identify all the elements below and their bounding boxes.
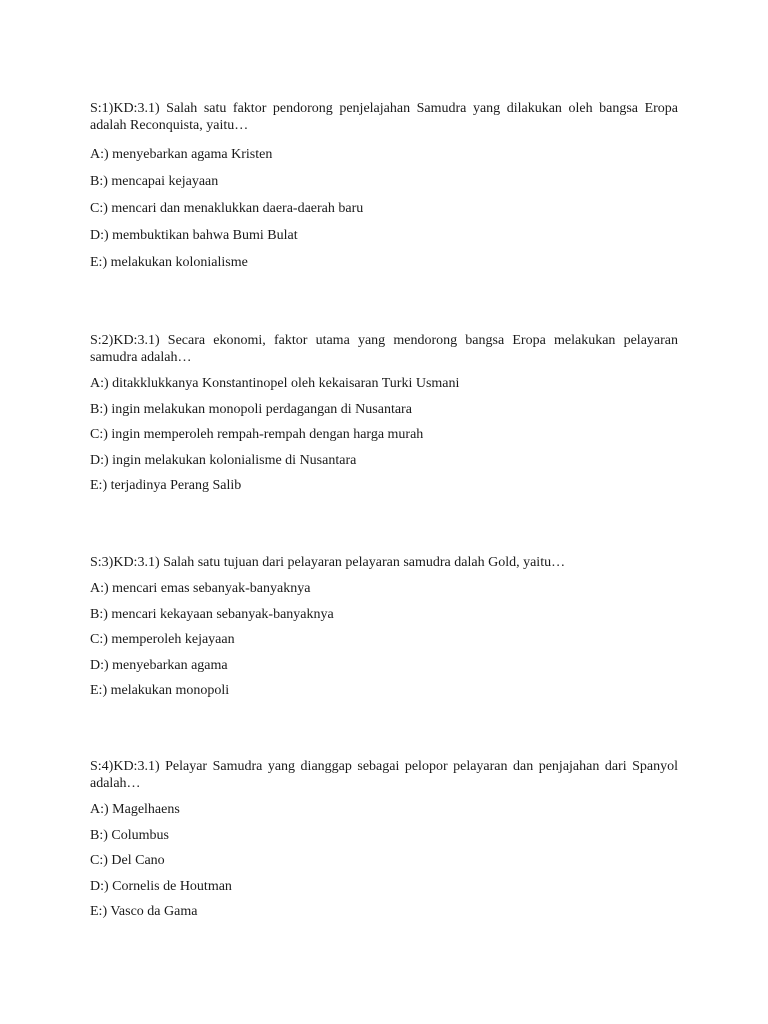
answer-option-c: C:) Del Cano: [90, 853, 165, 868]
answer-option-e: E:) melakukan kolonialisme: [90, 255, 248, 270]
answer-option-d: D:) ingin melakukan kolonialisme di Nusantara: [90, 452, 357, 468]
question-stem: S:2)KD:3.1) Secara ekonomi, faktor utama yang mendorong bangsa Eropa melakukan pelayaran samudra adalah…: [90, 333, 678, 365]
answer-option-c: C:) memperoleh kejayaan: [90, 632, 235, 647]
answer-option-b: B:) mencapai kejayaan: [90, 174, 219, 189]
answer-option-b: B:) mencari kekayaan sebanyak-banyaknya: [90, 606, 334, 622]
answer-option-a: A:) Magelhaens: [90, 802, 180, 817]
answer-option-b: B:) ingin melakukan monopoli perdagangan di Nusantara: [90, 401, 412, 417]
answer-option-c: C:) mencari dan menaklukkan daera-daerah baru: [90, 201, 364, 216]
answer-option-b: B:) Columbus: [90, 827, 169, 843]
question-4: [90, 758, 678, 929]
question-stem: S:3)KD:3.1) Salah satu tujuan dari pelayaran pelayaran samudra dalah Gold, yaitu…: [90, 555, 566, 570]
answer-option-a: A:) menyebarkan agama Kristen: [90, 147, 273, 162]
answer-option-d: D:) menyebarkan agama: [90, 657, 228, 673]
question-2: [90, 332, 678, 503]
question-3: [90, 554, 678, 708]
answer-option-e: E:) Vasco da Gama: [90, 904, 198, 919]
answer-option-d: D:) Cornelis de Houtman: [90, 878, 232, 894]
question-stem: S:1)KD:3.1) Salah satu faktor pendorong penjelajahan Samudra yang dilakukan oleh bangsa Eropa adalah Reconquista, yaitu…: [90, 101, 678, 133]
answer-option-a: A:) ditakklukkanya Konstantinopel oleh kekaisaran Turki Usmani: [90, 376, 460, 391]
answer-option-c: C:) ingin memperoleh rempah-rempah dengan harga murah: [90, 427, 424, 442]
question-1: [90, 100, 678, 281]
question-stem: S:4)KD:3.1) Pelayar Samudra yang dianggap sebagai pelopor pelayaran dan penjajahan dari Spanyol adalah…: [90, 759, 678, 791]
answer-option-d: D:) membuktikan bahwa Bumi Bulat: [90, 228, 298, 243]
answer-option-a: A:) mencari emas sebanyak-banyaknya: [90, 581, 311, 596]
answer-option-e: E:) melakukan monopoli: [90, 683, 230, 698]
answer-option-e: E:) terjadinya Perang Salib: [90, 478, 242, 493]
